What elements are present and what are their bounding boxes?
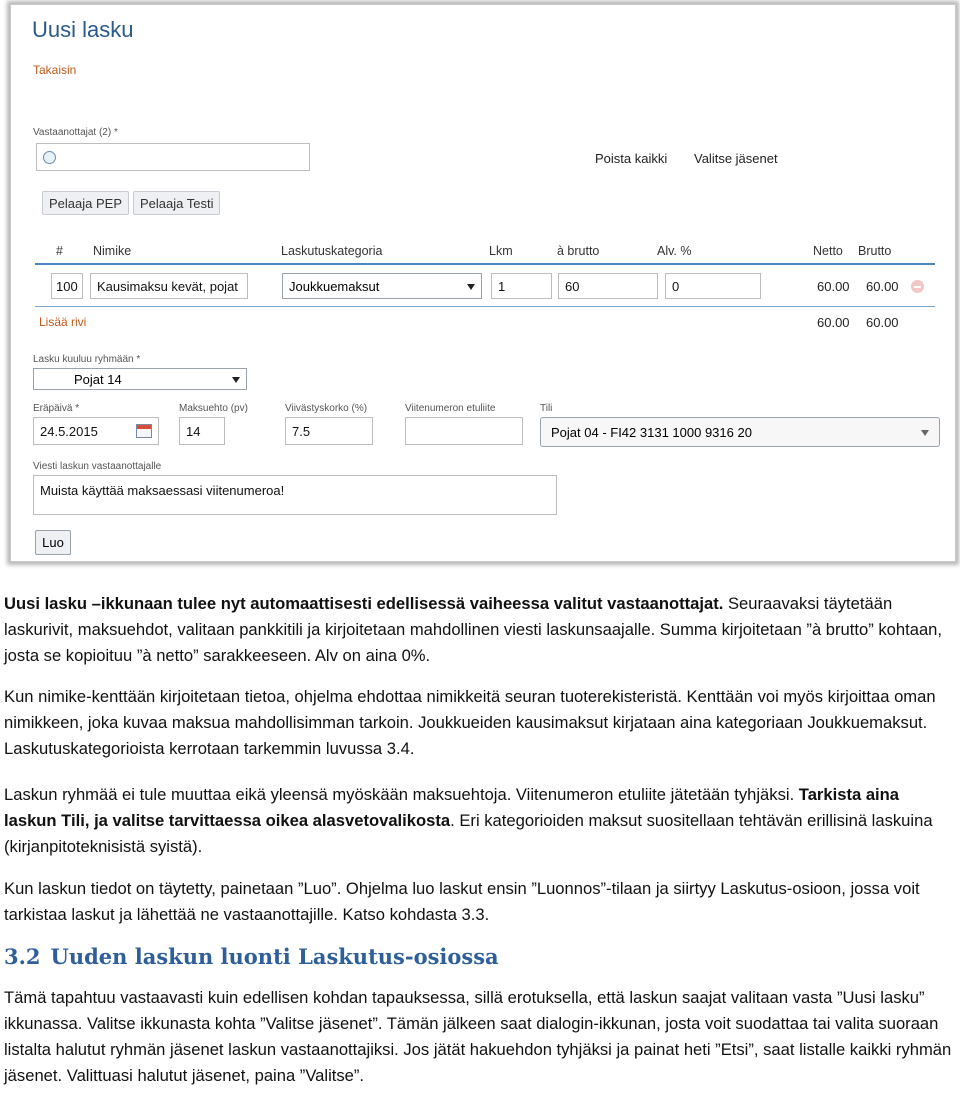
section-number: 3.2	[4, 944, 41, 969]
vat-input[interactable]: 0	[665, 273, 761, 299]
col-header-number: #	[56, 244, 63, 258]
reference-prefix-label: Viitenumeron etuliite	[405, 403, 496, 414]
message-textarea[interactable]: Muista käyttää maksaessasi viitenumeroa!	[33, 475, 557, 515]
body-paragraph-4	[4, 876, 956, 928]
paragraph-1-text: Seuraavaksi täytetään laskurivit, maksuehdot, valitaan pankkitili ja kirjoitetaan mahdollinen viesti laskunsaajalle. Summa kirjoitetaan ”à brutto” kohtaan, josta se kopioituu ”à netto” sarakkeeseen. Alv on aina 0%.	[4, 594, 943, 665]
account-label: Tili	[540, 403, 553, 414]
table-row-divider	[35, 306, 935, 307]
chevron-down-icon	[467, 284, 475, 290]
calendar-icon[interactable]	[136, 424, 152, 438]
remove-row-icon[interactable]	[911, 280, 924, 293]
payment-terms-input[interactable]: 14	[179, 417, 225, 445]
due-date-input[interactable]	[33, 417, 159, 445]
item-name-input[interactable]: Kausimaksu kevät, pojat	[90, 273, 248, 299]
section-title: Uuden laskun luonti Laskutus-osiossa	[50, 944, 499, 969]
group-select[interactable]	[33, 368, 247, 390]
screenshot-window	[10, 4, 956, 562]
group-label: Lasku kuuluu ryhmään *	[33, 354, 141, 365]
page-title: Uusi lasku	[32, 17, 134, 42]
category-value: Joukkuemaksut	[289, 278, 380, 294]
recipient-chip[interactable]: Pelaaja Testi	[133, 191, 220, 215]
back-link[interactable]: Takaisin	[33, 63, 77, 77]
account-select[interactable]	[540, 417, 940, 447]
account-value: Pojat 04 - FI42 3131 1000 9316 20	[551, 424, 752, 440]
total-gross-value: 60.00	[866, 315, 899, 330]
category-select[interactable]	[282, 273, 482, 299]
group-value: Pojat 14	[74, 371, 122, 387]
message-label: Viesti laskun vastaanottajalle	[33, 461, 162, 472]
body-paragraph-1	[4, 591, 956, 669]
chevron-down-icon	[232, 377, 240, 383]
select-members-link[interactable]: Valitse jäsenet	[694, 151, 778, 166]
reference-prefix-input[interactable]	[405, 417, 523, 445]
create-button[interactable]: Luo	[35, 530, 71, 555]
paragraph-3-bold: Tarkista aina laskun Tili, ja valitse tarvittaessa oikea alasvetovalikosta	[4, 785, 900, 830]
payment-terms-label: Maksuehto (pv)	[179, 403, 248, 414]
col-header-gross: Brutto	[858, 244, 892, 258]
qty-input[interactable]: 1	[491, 273, 552, 299]
body-paragraph-5	[4, 985, 956, 1089]
col-header-qty: Lkm	[489, 244, 513, 258]
col-header-gross-unit: à brutto	[557, 244, 600, 258]
due-date-label: Eräpäivä *	[33, 403, 80, 414]
minus-icon	[914, 286, 921, 288]
row-number-input[interactable]: 100	[51, 273, 83, 299]
row-gross-value: 60.00	[866, 279, 899, 294]
add-row-link[interactable]: Lisää rivi	[39, 315, 87, 329]
recipient-search-input[interactable]	[36, 143, 310, 171]
paragraph-3-text-a: Laskun ryhmää ei tule muuttaa eikä yleensä myöskään maksuehtoja. Viitenumeron etuliite jätetään tyhjäksi.	[4, 785, 799, 804]
gross-unit-input[interactable]: 60	[558, 273, 658, 299]
paragraph-3-text-b: . Eri kategorioiden maksut suositellaan tehtävän erillisinä laskuina (kirjanpitoteknisistä syistä).	[4, 811, 933, 856]
col-header-category: Laskutuskategoria	[281, 244, 383, 258]
total-net-value: 60.00	[817, 315, 850, 330]
body-paragraph-2	[4, 684, 956, 762]
remove-all-link[interactable]: Poista kaikki	[595, 151, 668, 166]
row-net-value: 60.00	[817, 279, 850, 294]
col-header-vat: Alv. %	[657, 244, 692, 258]
col-header-net: Netto	[813, 244, 843, 258]
paragraph-5-text: Tämä tapahtuu vastaavasti kuin edellisen kohdan tapauksessa, sillä erotuksella, että laskun saajat valitaan vasta ”Uusi lasku” ikkunassa. Valitse ikkunasta kohta ”Valitse jäsenet”. Tämän jälkeen saat dialogin-ikkunan, josta voit suodattaa tai valita suoraan listalta halutut ryhmän jäsenet laskun vastaanottajiksi. Jos jätät hakuehdon tyhjäksi ja painat heti ”Etsi”, saat listalle kaikki ryhmän jäsenet. Valittuasi halutut jäsenet, paina ”Valitse”.	[4, 988, 952, 1085]
body-paragraph-3	[4, 782, 956, 860]
due-date-value: 24.5.2015	[40, 423, 98, 439]
interest-input[interactable]: 7.5	[285, 417, 373, 445]
recipient-chip[interactable]: Pelaaja PEP	[42, 191, 129, 215]
interest-label: Viivästyskorko (%)	[285, 403, 368, 414]
chevron-down-icon	[921, 430, 929, 436]
paragraph-2-text: Kun nimike-kenttään kirjoitetaan tietoa, ohjelma ehdottaa nimikkeitä seuran tuoterekisteristä. Kenttään voi myös kirjoittaa oman nimikkeen, joka kuvaa maksua mahdollisimman tarkoin. Joukkueiden kausimaksut kirjataan aina kategoriaan Joukkuemaksut. Laskutuskategorioista kerrotaan tarkemmin luvussa 3.4.	[4, 687, 936, 758]
search-icon	[43, 151, 56, 164]
recipients-label: Vastaanottajat (2) *	[33, 127, 118, 138]
paragraph-1-bold: Uusi lasku –ikkunaan tulee nyt automaattisesti edellisessä vaiheessa valitut vastaanottajat.	[4, 594, 724, 613]
table-header-divider	[35, 263, 935, 265]
section-heading	[4, 944, 499, 969]
col-header-item: Nimike	[93, 244, 132, 258]
paragraph-4-text: Kun laskun tiedot on täytetty, painetaan ”Luo”. Ohjelma luo laskut ensin ”Luonnos”-tilaan ja siirtyy Laskutus-osioon, jossa voit tarkistaa laskut ja lähettää ne vastaanottajille. Katso kohdasta 3.3.	[4, 879, 920, 924]
